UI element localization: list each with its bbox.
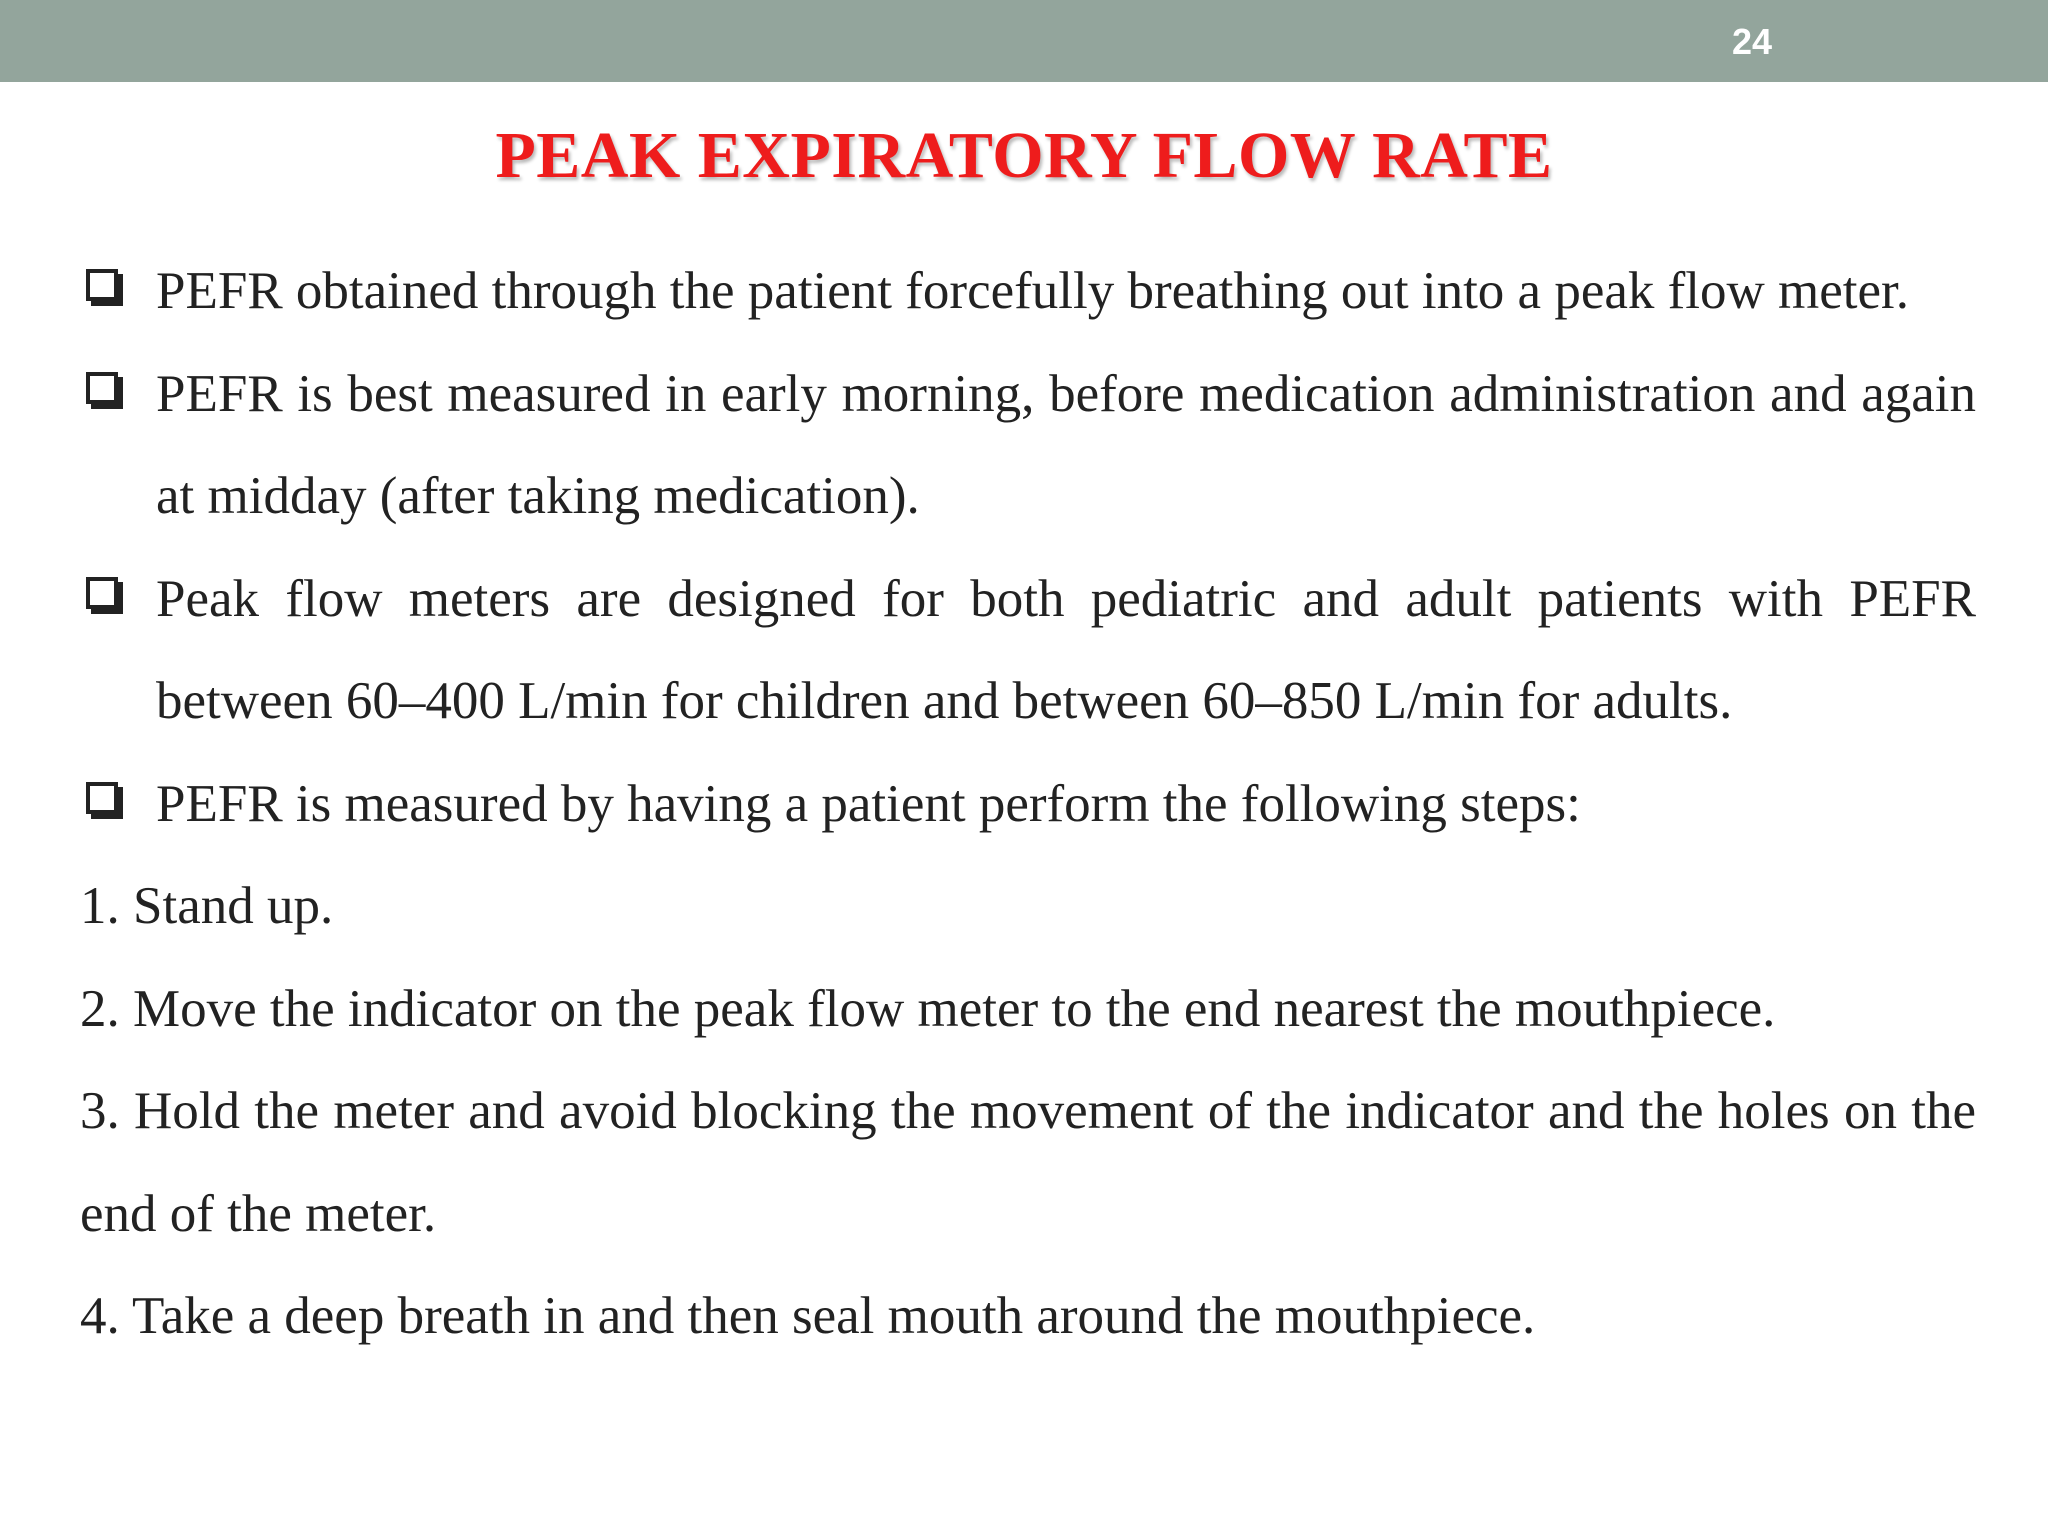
bullet-text: PEFR is best measured in early morning, before medication administration and again at midday (after taking medication). xyxy=(156,364,1976,525)
slide-title: PEAK EXPIRATORY FLOW RATE xyxy=(495,119,1553,192)
bullet-text: PEFR is measured by having a patient perform the following steps: xyxy=(156,774,1581,833)
slide-content xyxy=(80,240,1976,1368)
step-item: 3. Hold the meter and avoid blocking the movement of the indicator and the holes on the end of the meter. xyxy=(80,1082,1976,1243)
checkbox-bullet-icon xyxy=(86,577,118,609)
checkbox-bullet-icon xyxy=(86,782,118,814)
step-item: 4. Take a deep breath in and then seal mouth around the mouthpiece. xyxy=(80,1287,1536,1345)
bullet-text: PEFR obtained through the patient forcefully breathing out into a peak flow meter. xyxy=(156,262,1909,320)
bullet-item xyxy=(80,753,1976,856)
bullet-item xyxy=(80,240,1976,343)
checkbox-bullet-icon xyxy=(86,269,118,301)
bullet-item xyxy=(80,548,1976,753)
checkbox-bullet-icon xyxy=(86,372,118,404)
step-item: 2. Move the indicator on the peak flow meter to the end nearest the mouthpiece. xyxy=(80,979,1776,1038)
bullet-text: Peak flow meters are designed for both pediatric and adult patients with PEFR between 60–400 L/min for children and between 60–850 L/min for adults. xyxy=(156,569,1976,730)
step-item: 1. Stand up. xyxy=(80,877,334,935)
header-band xyxy=(0,0,2048,82)
slide-number: 24 xyxy=(1731,21,1772,62)
bullet-item xyxy=(80,343,1976,548)
